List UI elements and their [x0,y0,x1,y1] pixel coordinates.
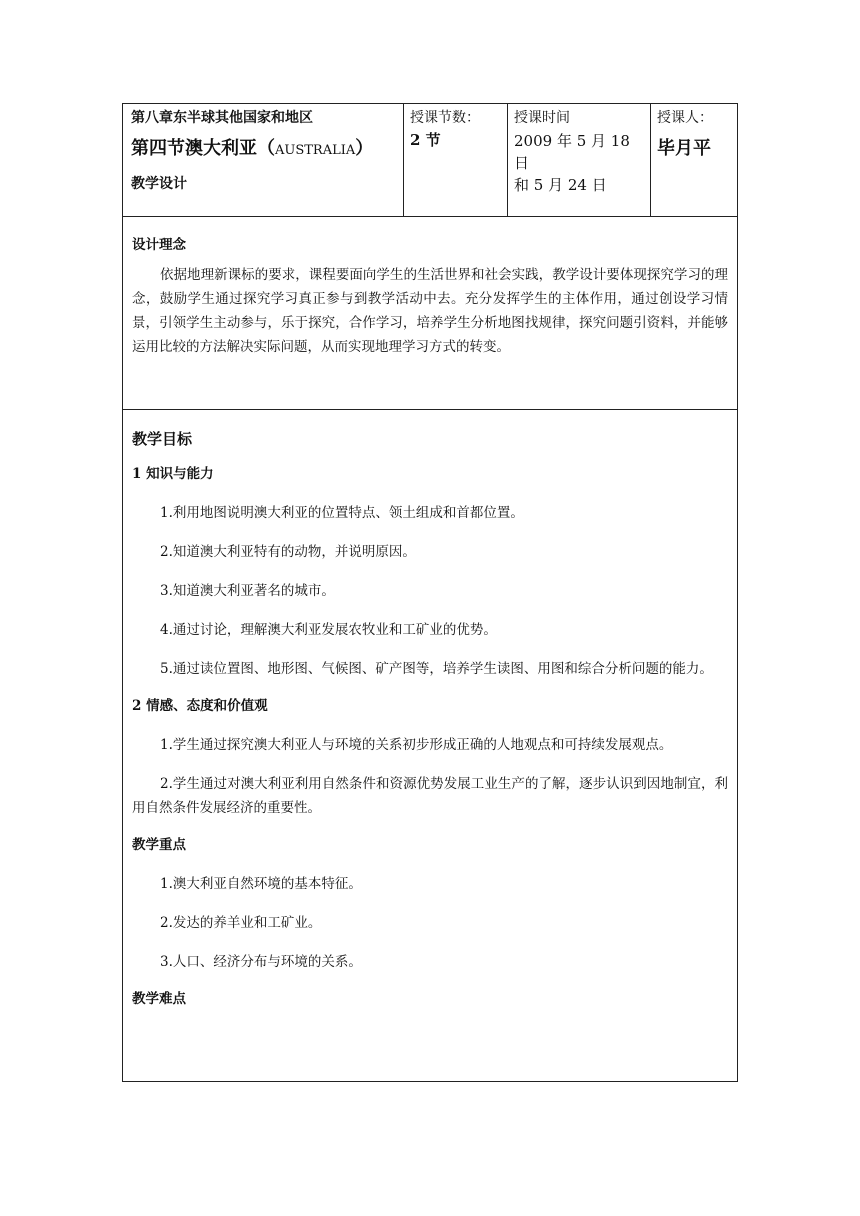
design-concept-text: 依据地理新课标的要求，课程要面向学生的生活世界和社会实践，教学设计要体现探究学习的理念，鼓励学生通过探究学习真正参与到教学活动中去。充分发挥学生的主体作用，通过创设学习情景，引领学生主动参与，乐于探究，合作学习，培养学生分析地图找规律，探究问题引资料，并能够运用比较的方法解决实际问题，从而实现地理学习方式的转变。 [132,267,728,355]
emotion-title: 2 情感、态度和价值观 [132,698,268,714]
time-label: 授课时间 [514,110,570,126]
section-title-cn: 第四节澳大利亚（ [131,138,275,159]
title-cell [123,104,404,216]
knowledge-item: 4.通过讨论，理解澳大利亚发展农牧业和工矿业的优势。 [160,622,497,638]
key-point-item: 2.发达的养羊业和工矿业。 [160,915,322,931]
time-line-1: 2009 年 5 月 18 [514,132,630,150]
key-point-item: 1.澳大利亚自然环境的基本特征。 [160,876,362,892]
knowledge-item: 2.知道澳大利亚特有的动物，并说明原因。 [160,544,416,560]
design-label: 教学设计 [131,176,187,192]
time-line-3: 和 5 月 24 日 [514,176,607,194]
section-title [131,136,397,164]
knowledge-title: 1 知识与能力 [132,466,214,482]
time-line-2: 日 [514,154,530,172]
knowledge-item: 5.通过读位置图、地形图、气候图、矿产图等，培养学生读图、用图和综合分析问题的能力。 [160,661,713,677]
chapter-title: 第八章东半球其他国家和地区 [131,110,313,126]
key-point-item: 3.人口、经济分布与环境的关系。 [160,954,362,970]
objectives-title: 教学目标 [132,430,193,448]
periods-cell [404,104,508,216]
teacher-name: 毕月平 [657,138,711,159]
teacher-cell [651,104,737,216]
time-cell [508,104,651,216]
emotion-item: 1.学生通过探究澳大利亚人与环境的关系初步形成正确的人地观点和可持续发展观点。 [160,737,673,753]
design-concept-section [123,217,737,410]
section-title-latin: AUSTRALIA [275,143,356,158]
knowledge-item: 3.知道澳大利亚著名的城市。 [160,583,335,599]
design-concept-title: 设计理念 [132,237,186,253]
objectives-section [123,410,737,1081]
section-title-end: ） [355,138,374,159]
periods-value: 2 节 [410,131,441,149]
emotion-item: 2.学生通过对澳大利亚利用自然条件和资源优势发展工业生产的了解，逐步认识到因地制宜，利用自然条件发展经济的重要性。 [132,776,728,816]
key-points-title: 教学重点 [132,837,186,853]
periods-label: 授课节数： [410,110,480,126]
teacher-label: 授课人： [657,110,713,126]
lesson-plan-table [122,103,738,1082]
knowledge-item: 1.利用地图说明澳大利亚的位置特点、领土组成和首都位置。 [160,505,524,521]
header-row [123,104,737,217]
difficulty-title: 教学难点 [132,991,186,1007]
